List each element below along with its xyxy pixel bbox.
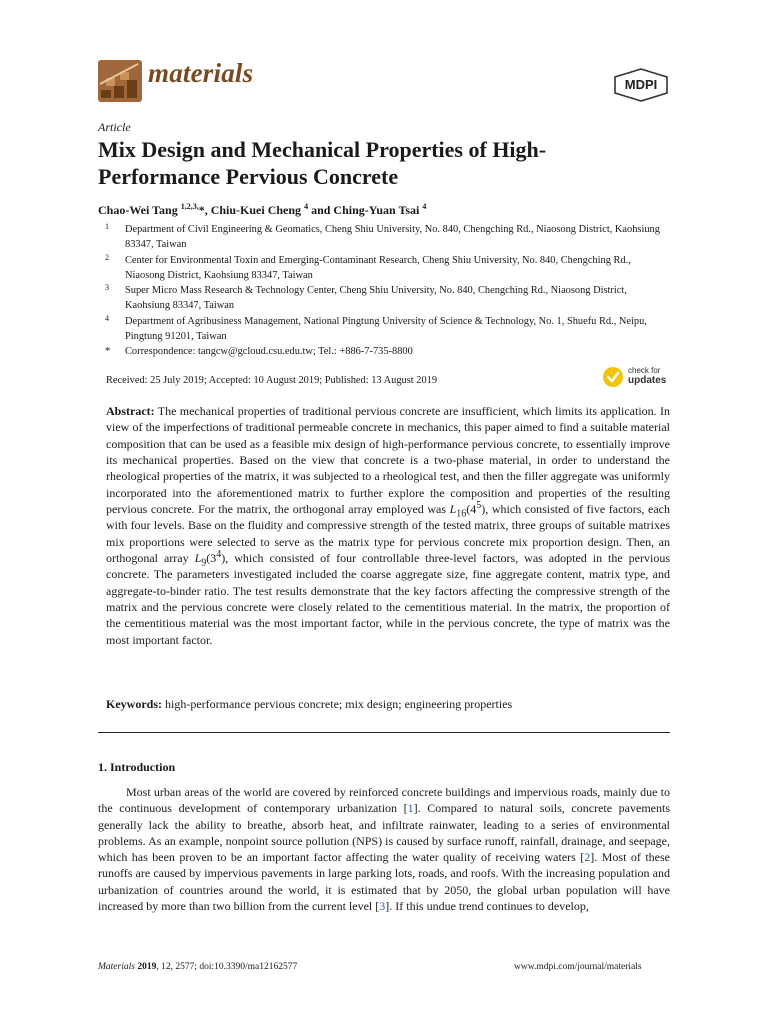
author-star: *	[198, 203, 205, 217]
footer-citation: Materials 2019, 12, 2577; doi:10.3390/ma12162577	[98, 962, 298, 972]
citation-link[interactable]: 1	[407, 801, 414, 816]
affiliation: 4 Department of Agribusiness Management, National Pingtung University of Science & Technology, No. 1, Shuefu Rd., Neipu, Pingtung 91201, Taiwan	[105, 313, 647, 343]
paper-title: Mix Design and Mechanical Properties of High-Performance Pervious Concrete	[98, 137, 547, 189]
journal-name: materials	[148, 58, 254, 88]
affiliation: 2 Center for Environmental Toxin and Emerging-Contaminant Research, Cheng Shiu University, No. 840, Chengching Rd., Niaosong District, Kaohsiung 83347, Taiwan	[105, 252, 631, 281]
affiliation: 1 Department of Civil Engineering & Geomatics, Cheng Shiu University, No. 840, Chengching Rd., Niaosong District, Kaohsiung 83347, Taiwan	[105, 222, 660, 251]
affiliations	[100, 222, 670, 360]
keywords: Keywords: high-performance pervious concrete; mix design; engineering properties	[106, 697, 513, 711]
keywords-label: Keywords:	[106, 697, 162, 711]
citation-link[interactable]: 3	[379, 899, 386, 914]
author-name: Chao-Wei Tang	[98, 203, 178, 217]
footer-journal-url[interactable]: www.mdpi.com/journal/materials	[514, 962, 642, 972]
author-name: Chiu-Kuei Cheng	[210, 203, 302, 217]
section-divider	[98, 732, 670, 733]
publication-dates: Received: 25 July 2019; Accepted: 10 August 2019; Published: 13 August 2019	[106, 375, 438, 386]
journal-logo-icon	[98, 60, 142, 102]
author-list: Chao-Wei Tang $^{1,2,3,}$*, Chiu-Kuei Cheng $^4$ and Ching-Yuan Tsai $^4$	[98, 202, 427, 217]
author-name: Ching-Yuan Tsai	[333, 203, 420, 217]
abstract: Abstract: The mechanical properties of traditional pervious concrete are insufficient, which limits its application. In view of the imperfections of traditional permeable concrete in mechanics, this paper aimed to find a suitable material composition that can be used as a feasible mix design of high-performance pervious concrete, to essentially improve its mechanical properties. Based on the view that concrete is a two-phase material, in order to understand the rheological properties of the matrix, it was subjected to a rheological test, and then the filler aggregate was uniformly incorporated into the aforementioned matrix to further explore the composition and properties of the resulting pervious concrete. For the matrix, the orthogonal array employed was $L_{16}(4^5)$, which consisted of five factors, each with four levels. Base on the fluidity and compressive strength of the tested matrix, three groups of suitable matrixes mix proportions were selected to serve as the matrix type for pervious concrete mix proportion design. Then, an orthogonal array $L_9(3^4)$, which consisted of four controllable three-level factors, was adopted in the pervious concrete. The parameters investigated included the coarse aggregate size, fine aggregate content, matrix type, and aggregate-to-binder ratio. The test results demonstrate that the key factors affecting the compressive strength of the matrix and the pervious concrete were closely related to the cementitious material. In the matrix, the proportion of the cementitious material was the most important factor, while in the pervious concrete, the type of matrix was the most important factor.	[106, 404, 670, 647]
author-affil-marks: 4	[304, 202, 309, 211]
article-type: Article	[98, 120, 131, 134]
correspondence: * Correspondence: tangcw@gcloud.csu.edu.tw; Tel.: +886-7-735-8800	[105, 346, 413, 358]
section-heading-introduction: 1. Introduction	[98, 760, 176, 774]
citation-link[interactable]: 2	[584, 850, 591, 865]
affiliation: 3 Super Micro Mass Research & Technology Center, Cheng Shiu University, No. 840, Chengching Rd., Niaosong District, Kaohsiung 83347, Taiwan	[105, 283, 627, 312]
introduction-paragraph: Most urban areas of the world are covered by reinforced concrete buildings and impervious roads, mainly due to the continuous development of contemporary urbanization [1]. Compared to natural soils, concrete pavements generally lack the ability to breathe, absorb heat, and infiltrate rainwater, leading to a series of environmental problems. As an example, nonpoint source pollution (NPS) is caused by surface runoff, rainfall, drainage, and seepage, which has been proven to be an important factor affecting the water quality of receiving waters [2]. Most of these runoffs are caused by impervious pavements in large parking lots, roads, and roofs. With the increasing population and urbanization of countries around the world, it is estimated that by 2050, the global urban population will have increased by more than two billion from the current level [3]. If this undue trend continues to develop,	[98, 785, 670, 914]
check-updates-icon	[602, 366, 624, 388]
mdpi-logo-text: MDPI	[624, 77, 658, 92]
author-affil-marks: 4	[422, 202, 427, 211]
abstract-label: Abstract:	[106, 404, 155, 418]
mdpi-logo	[612, 68, 670, 102]
check-for-updates-button[interactable]: check for updates	[602, 364, 674, 390]
author-affil-marks: 1,2,3,	[180, 202, 199, 211]
